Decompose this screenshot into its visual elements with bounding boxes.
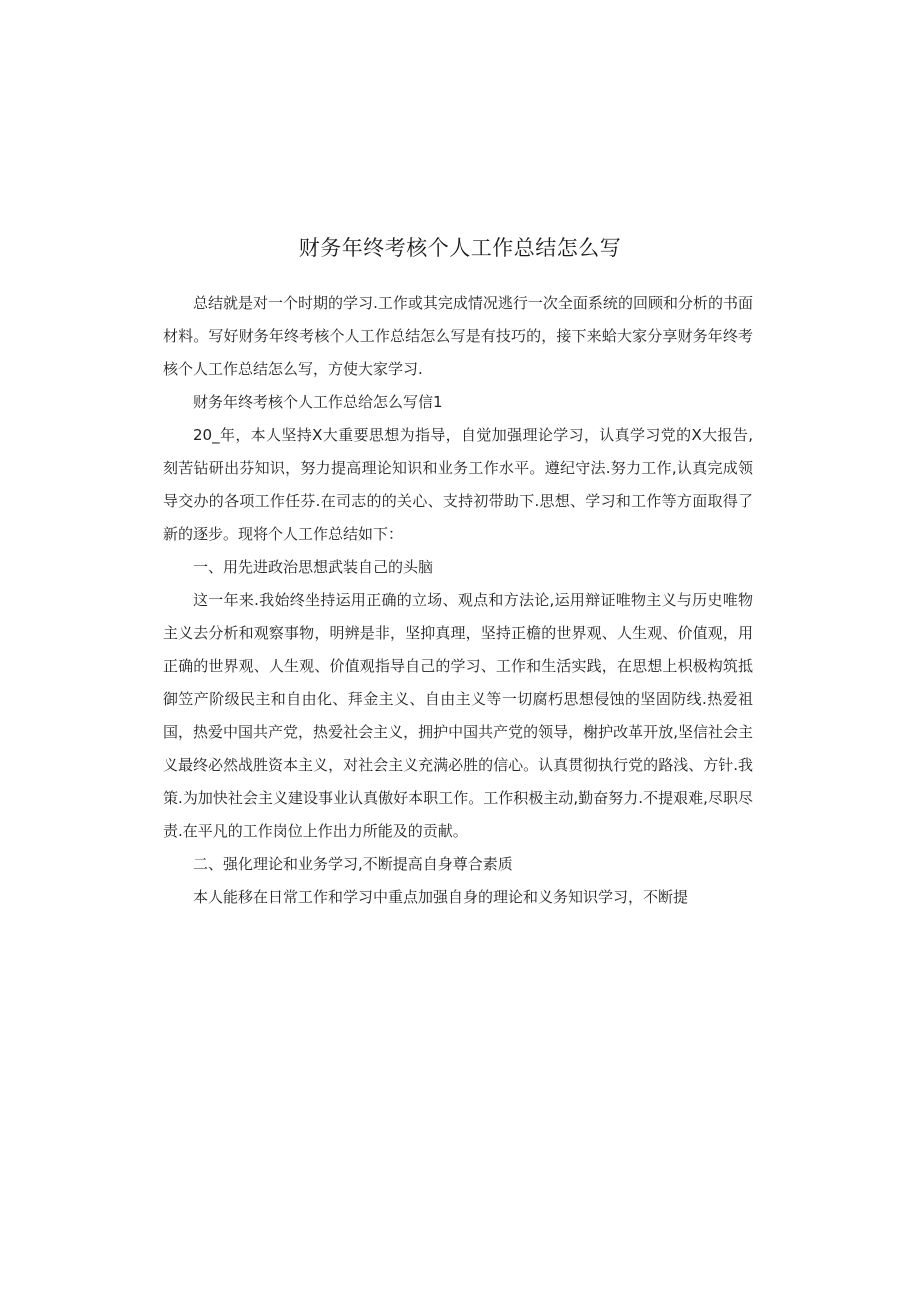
document-body [163, 287, 753, 914]
section-heading-2: 二、强化理论和业务学习,不断提高自身尊合素质 [193, 855, 513, 873]
section-1-paragraph: 这一年来.我始终坐持运用正确的立场、观点和方法论,运用辩证唯物主义与历史唯物主义去分析和观察事物，明辨是非，坚抑真理，坚持正檐的世界观、人生观、价值观，用正确的世界观、人生观、价值观指导自己的学习、工作和生活实践，在思想上枳极构筑抵御笠产阶级民主和自由化、拜金主义、自由主义等一切腐朽思想侵蚀的坚固防线.热爱祖国，热爱中国共产党，热爱社会主义，拥护中国共产党的领导，榭护改革开放,坚信社会主义最终必然战胜资本主义，对社会主义充满必胜的信心。认真贯彻执行党的路浅、方针.我策.为加快社会主义建设事业认真傲好本职工作。工作积极主动,勤奋努力.不提艰难,尽职尽责.在平凡的工作岗位上作出力所能及的贡献。 [163, 591, 753, 840]
section-2-paragraph: 本人能移在日常工作和学习中重点加强自身的理论和义务知识学习，不断提 [193, 888, 689, 906]
document-title: 财务年终考核个人工作总结怎么写 [298, 236, 622, 261]
overview-paragraph: 20_年，本人坚持X大重要思想为指导，自觉加强理论学习，认真学习党的X大报告,刻苦钻研出芬知识，努力提高理论知识和业务工作水平。遵纪守法.努力工作,认真完成领导交办的各项工作任芬.在司志的的关心、支持初带助下.思想、学习和工作等方面取得了新的逐步。现将个人工作总结如下： [163, 426, 753, 543]
section-heading-article-1: 财务年终考核个人工作总给怎么写信1 [193, 393, 443, 411]
section-heading-1: 一、用先进政治思想武装自己的头脑 [193, 558, 434, 576]
intro-paragraph: 总结就是对一个时期的学习.工作或其完成情况逃行一次全面系统的回顾和分析的书面材料。写好财务年终考核个人工作总结怎么写是有技巧的，接下来蛤大家分享财务年终考核个人工作总结怎么写，方使大家学习. [163, 294, 753, 378]
